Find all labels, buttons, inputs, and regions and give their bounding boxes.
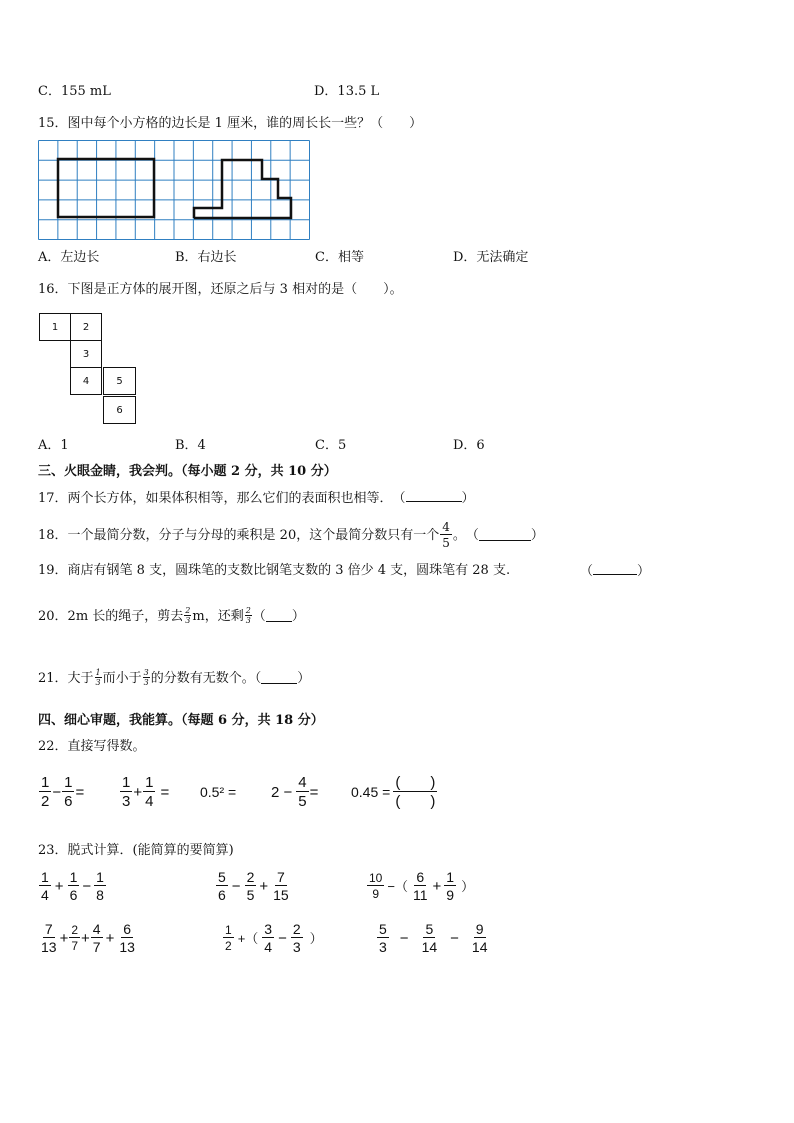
q20-open: （ [252,608,266,624]
q17-text: 17．两个长方体，如果体积相等，那么它们的表面积也相等． （ [38,491,406,506]
q22-expr-2: $\frac{1}{3}$ + $\frac{1}{4}$ = [122,774,170,810]
q20 [38,604,305,628]
q22-expr-5-answer-fraction[interactable]: $\frac{( )}{( )}$ [395,774,436,810]
q15-option-c: C．相等 [315,250,364,265]
q23-expr-2: $\frac{5}{6}$ − $\frac{2}{5}$ + $\frac{7}{15}$ [218,869,289,903]
q21-close: ） [297,670,311,686]
q19-text: 19．商店有钢笔 8 支，圆珠笔的支数比钢笔支数的 3 倍少 4 支，圆珠笔有 28 支. [38,563,511,578]
q22-expr-3: 0.5² = [200,784,237,800]
q20-answer-blank[interactable] [266,611,292,622]
q18-answer-blank[interactable] [479,530,531,541]
q14-option-d: D．13.5 L [314,84,380,99]
cube-face-1: 1 [39,313,71,341]
q21-text: 21．大于 [38,670,94,686]
q21 [38,666,310,690]
q22-expr-1: $\frac{1}{2}$ − $\frac{1}{6}$ = [41,774,85,810]
q15-option-a: A．左边长 [38,250,100,265]
q20-close: ） [291,608,305,624]
q15-stem: 15．图中每个小方格的边长是 1 厘米，谁的周长长一些？（ ） [38,116,423,131]
right-step-shape [194,160,291,218]
q18-fraction: $\frac{4}{5}$ [442,520,450,550]
q22-expr-5: 0.45 = $\frac{( )}{( )}$ [351,774,436,810]
q17-answer-blank[interactable] [406,491,462,502]
cube-face-4: 4 [70,367,102,395]
q14-option-c: C．155 mL [38,84,111,99]
q17-close: ） [461,491,475,506]
q23-stem: 23．脱式计算．(能简算的要简算) [38,843,234,858]
q20-text: 20．2m 长的绳子，剪去 [38,608,184,624]
q16-option-b: B．4 [175,438,206,453]
q17 [38,491,475,505]
q23-expr-4: $\frac{7}{13}$ + $\frac{2}{7}$ + $\frac{4}{7}$ + $\frac{6}{13}$ [41,921,135,955]
q22-stem: 22．直接写得数。 [38,739,146,754]
q21-fraction-lower: $\frac{1}{3}$ [95,668,101,687]
q21-answer-blank[interactable] [261,673,297,684]
q19-close: ） [637,564,651,579]
q15-option-d: D．无法确定 [453,250,529,265]
q21-fraction-upper: $\frac{3}{3}$ [143,668,149,687]
q23-expr-5: $\frac{1}{2}$ +（ $\frac{3}{4}$ − $\frac{2}{3}$ ） [225,921,323,955]
q23-expr-3: $\frac{10}{9}$ −（ $\frac{6}{11}$ + $\frac{1}{9}$ ） [369,869,475,903]
q16-option-a: A．1 [38,438,69,453]
left-rectangle-shape [58,159,154,217]
q19-answer [580,564,650,578]
q16-option-c: C．5 [315,438,347,453]
q22-expr-4: 2 − $\frac{4}{5}$ = [271,774,319,810]
cube-face-2: 2 [70,313,102,341]
q19-answer-blank[interactable] [593,564,637,575]
q23-expr-6: $\frac{5}{3}$ − $\frac{5}{14}$ − $\frac{9}{14}$ [379,921,488,955]
q18-close: ） [530,527,544,543]
q16-stem: 16．下图是正方体的展开图，还原之后与 3 相对的是（ ）。 [38,282,403,297]
q23-expr-1: $\frac{1}{4}$ + $\frac{1}{6}$ − $\frac{1}{8}$ [41,869,104,903]
q21-text-mid: 而小于 [102,670,142,686]
section-4-heading: 四、细心审题，我能算。（每题 6 分，共 18 分） [38,713,324,728]
q18-text-post: 。 （ [452,527,479,543]
cube-face-5: 5 [103,367,136,395]
section-3-heading: 三、火眼金睛，我会判。（每小题 2 分，共 10 分） [38,464,337,479]
q16-option-d: D．6 [453,438,485,453]
q21-text-post: 的分数有无数个。（ [150,670,262,686]
q15-option-b: B．右边长 [175,250,237,265]
q15-grid-figure [38,140,310,240]
q18-text: 18．一个最简分数，分子与分母的乘积是 20，这个最简分数只有一个 [38,527,440,543]
q20-text-mid: m，还剩 [192,608,244,624]
q20-fraction-cut: $\frac{2}{3}$ [185,606,191,625]
cube-face-6: 6 [103,396,136,424]
q18 [38,520,544,550]
cube-face-3: 3 [70,340,102,368]
q20-fraction-left: $\frac{2}{3}$ [245,606,251,625]
q19-open: （ [580,564,594,579]
